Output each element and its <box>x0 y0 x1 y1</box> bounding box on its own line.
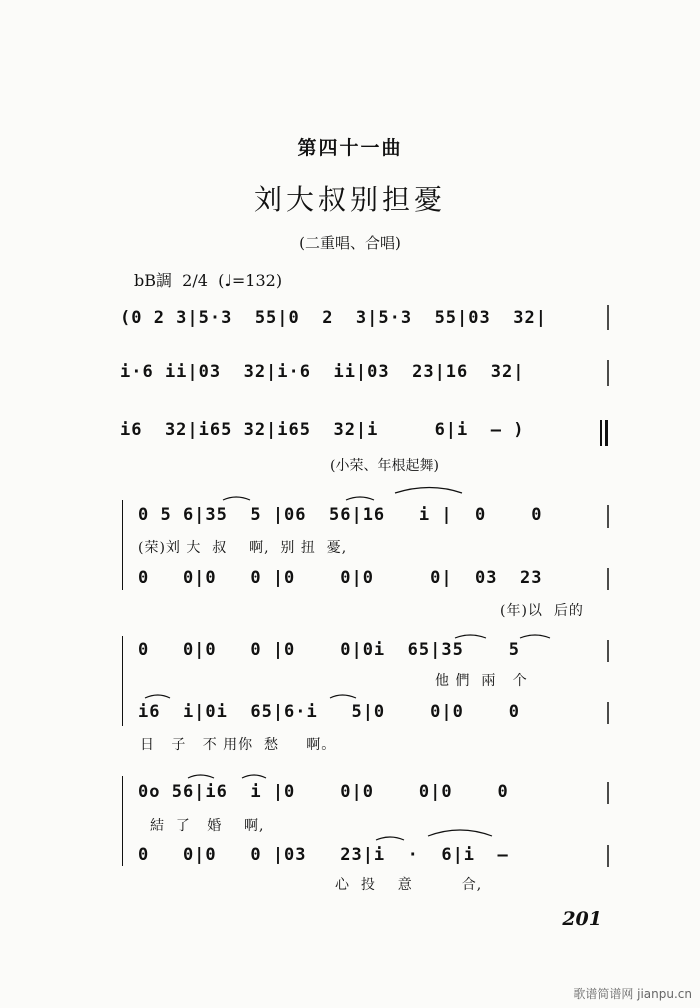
section-heading: 第四十一曲 <box>297 137 403 159</box>
song-title: 刘大叔别担憂 <box>253 183 446 216</box>
intro-line-2: i·6 ii|03 32|i·6 ii|03 23|16 32| <box>120 362 525 382</box>
song-subtitle: (二重唱、合唱) <box>299 234 401 252</box>
system2-upper: 0 0|0 0 |0 0|0i 65|35 5 <box>138 640 520 660</box>
intro-line-3: i6 32|i65 32|i65 32|i 6|i — ) <box>120 420 525 440</box>
system2-lower: i6 i|0i 65|6·i 5|0 0|0 0 <box>138 702 520 722</box>
system1-lower-lyric: (年)以 后的 <box>500 603 584 619</box>
system2-lower-lyric: 日 子 不 用你 愁 啊。 <box>140 737 337 753</box>
system1-upper: 0 5 6|35 5 |06 56|16 i | 0 0 <box>138 505 543 525</box>
system3-upper: 0o 56|i6 i |0 0|0 0|0 0 <box>138 782 509 802</box>
page-number: 201 <box>562 908 602 930</box>
system1-lower: 0 0|0 0 |0 0|0 0| 03 23 <box>138 568 543 588</box>
key-tempo-marking: bB調 2/4 (♩=132) <box>134 271 283 290</box>
system3-upper-lyric: 結 了 婚 啊, <box>150 818 265 834</box>
dance-note: (小荣、年根起舞) <box>330 458 439 474</box>
system2-upper-lyric: 他 們 兩 个 <box>435 673 528 689</box>
system3-lower-lyric: 心 投 意 合, <box>335 877 483 893</box>
system1-upper-lyric: (荣)刘 大 叔 啊, 别 扭 憂, <box>138 540 348 556</box>
system3-lower: 0 0|0 0 |03 23|i · 6|i — <box>138 845 509 865</box>
watermark: 歌谱简谱网 jianpu.cn <box>573 987 692 1001</box>
intro-line-1: (0 2 3|5·3 55|0 2 3|5·3 55|03 32| <box>120 308 547 328</box>
